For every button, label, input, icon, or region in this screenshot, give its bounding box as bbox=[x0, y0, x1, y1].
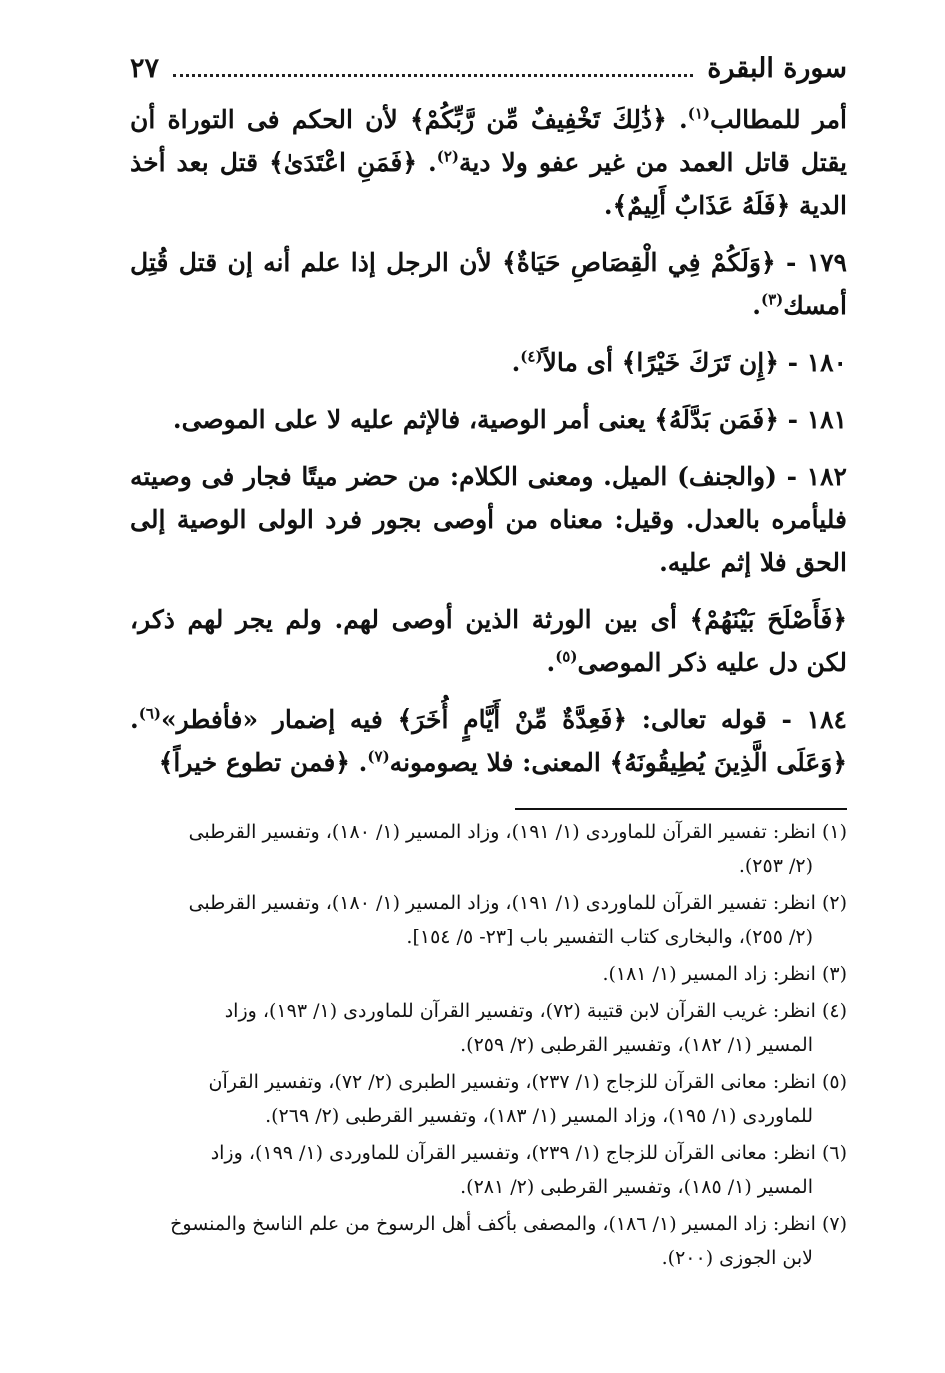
footnote-text: انظر: معانى القرآن للزجاج (١/ ٢٣٧)، وتفسير الطبرى (٢/ ٧٢)، وتفسير القرآن bbox=[208, 1071, 816, 1093]
quran-quote: ﴿فمن تطوع خيراً﴾ bbox=[158, 748, 350, 777]
verse-number: ١٨٤ - bbox=[781, 705, 847, 734]
punctuation: . bbox=[511, 348, 521, 377]
footnote-number: (٤) bbox=[821, 1000, 847, 1022]
footnote-ref: (٤) bbox=[520, 347, 543, 366]
page-header bbox=[130, 48, 847, 88]
text-segment: قتل بعد أخذ الدية bbox=[130, 148, 847, 220]
text-segment: يعنى أمر الوصية، فالإثم عليه لا على الموصى. bbox=[172, 405, 646, 434]
quran-quote: ﴿ذَٰلِكَ تَخْفِيفٌ مِّن رَّبِّكُمْ﴾ bbox=[410, 105, 667, 134]
verse-number: ١٨٢ - bbox=[786, 462, 847, 491]
footnote-6 bbox=[130, 1136, 847, 1204]
footnote-text: انظر: غريب القرآن لابن قتيبة (٧٢)، وتفسير القرآن للماوردى (١/ ١٩٣)، وزاد bbox=[224, 1000, 816, 1022]
footnote-text: لابن الجوزى (٢٠٠). bbox=[661, 1247, 813, 1269]
main-text bbox=[130, 98, 847, 798]
text-segment: لأن الحكم فى التوراة أن يقتل قاتل العمد من غير عفو ولا دية bbox=[130, 105, 847, 177]
footnote-3 bbox=[130, 957, 847, 991]
text-segment: أمر للمطالب bbox=[710, 105, 847, 134]
quran-quote: ﴿وَلَكُمْ فِي الْقِصَاصِ حَيَاةٌ﴾ bbox=[502, 248, 776, 277]
punctuation: . bbox=[546, 648, 556, 677]
punctuation: . bbox=[752, 291, 761, 320]
footnote-text: انظر: تفسير القرآن للماوردى (١/ ١٩١)، وزاد المسير (١/ ١٨٠)، وتفسير القرطبى bbox=[188, 821, 816, 843]
quran-quote: ﴿إِن تَرَكَ خَيْرًا﴾ bbox=[621, 348, 779, 377]
page-number: ٢٧ bbox=[130, 52, 160, 84]
paragraph-181 bbox=[130, 398, 847, 441]
verse-number: ١٧٩ - bbox=[786, 248, 847, 277]
footnote-number: (٦) bbox=[821, 1142, 847, 1164]
footnote-ref: (٦) bbox=[138, 704, 161, 723]
footnote-1 bbox=[130, 815, 847, 883]
footnote-ref: (٣) bbox=[761, 290, 784, 309]
footnote-number: (١) bbox=[821, 821, 847, 843]
text-segment: فيه إضمار «فأفطر» bbox=[161, 705, 383, 734]
footnote-separator bbox=[515, 808, 847, 810]
footnote-text: المسير (١/ ١٨٢)، وتفسير القرطبى (٢/ ٢٥٩). bbox=[460, 1034, 813, 1056]
paragraph-182-cont bbox=[130, 598, 847, 684]
footnote-ref: (٧) bbox=[367, 747, 390, 766]
quran-quote: ﴿فَمَن بَدَّلَهُ﴾ bbox=[654, 405, 779, 434]
text-segment: المعنى: فلا يصومونه bbox=[389, 748, 601, 777]
footnote-text: للماوردى (١/ ١٩٥)، وزاد المسير (١/ ١٨٣)، وتفسير القرطبى (٢/ ٢٦٩). bbox=[265, 1105, 813, 1127]
punctuation: . bbox=[603, 191, 613, 220]
verse-number: ١٨١ - bbox=[787, 405, 847, 434]
footnote-number: (٥) bbox=[821, 1071, 847, 1093]
footnote-text: انظر: معانى القرآن للزجاج (١/ ٢٣٩)، وتفسير القرآن للماوردى (١/ ١٩٩)، وزاد bbox=[210, 1142, 816, 1164]
paragraph-179 bbox=[130, 241, 847, 327]
text-segment: أى مالاً bbox=[542, 348, 614, 377]
footnote-ref: (٢) bbox=[436, 147, 459, 166]
footnote-2 bbox=[130, 886, 847, 954]
paragraph-180 bbox=[130, 341, 847, 384]
text-segment: أى بين الورثة الذين أوصى لهم. ولم يجر لهم ذكر، لكن دل عليه ذكر الموصى bbox=[130, 605, 847, 677]
footnote-ref: (١) bbox=[687, 104, 710, 123]
paragraph-182 bbox=[130, 455, 847, 584]
quran-quote: ﴿فَأَصْلَحَ بَيْنَهُمْ﴾ bbox=[689, 605, 847, 634]
verse-number: ١٨٠ - bbox=[787, 348, 847, 377]
punctuation: . bbox=[130, 705, 139, 734]
quran-quote: ﴿فَمَنِ اعْتَدَىٰ﴾ bbox=[269, 148, 417, 177]
paragraph-184 bbox=[130, 698, 847, 784]
footnote-5 bbox=[130, 1065, 847, 1133]
quran-quote: ﴿وَعَلَى الَّذِينَ يُطِيقُونَهُ﴾ bbox=[609, 748, 847, 777]
footnote-number: (٢) bbox=[821, 892, 847, 914]
footnote-text: انظر: زاد المسير (١/ ١٨١). bbox=[602, 963, 816, 985]
footnote-text: انظر: زاد المسير (١/ ١٨٦)، والمصفى بأكف أهل الرسوخ من علم الناسخ والمنسوخ bbox=[170, 1213, 816, 1235]
text-segment: قوله تعالى: bbox=[641, 705, 767, 734]
surah-title: سورة البقرة bbox=[707, 52, 847, 84]
footnotes bbox=[130, 815, 847, 1278]
footnote-text: انظر: تفسير القرآن للماوردى (١/ ١٩١)، وزاد المسير (١/ ١٨٠)، وتفسير القرطبى bbox=[188, 892, 816, 914]
paragraph-1: أمر للمطالب$^{(١)}$. ﴿ذَٰلِكَ تَخْفِيفٌ مِّن رَّبِّكُمْ﴾ لأن الحكم فى التوراة أن يقتل قاتل العمد من غير عفو ولا دية$^{(٢)}$. ﴿فَمَنِ اعْتَدَىٰ﴾ قتل بعد أخذ الدية ﴿فَلَهُ عَذَابٌ أَلِيمٌ﴾. bbox=[130, 104, 847, 220]
footnote-text: (٢/ ٢٥٥)، والبخارى كتاب التفسير باب [٢٣- ٥/ ١٥٤]. bbox=[406, 926, 813, 948]
quran-quote: ﴿فَلَهُ عَذَابٌ أَلِيمٌ﴾ bbox=[612, 191, 791, 220]
footnote-ref: (٥) bbox=[555, 647, 578, 666]
text-segment: (والجنف) الميل. ومعنى الكلام: من حضر ميتًا فجار فى وصيته فليأمره بالعدل. وقيل: معناه من أوصى بجور فرد الولى الوصية إلى الحق فلا إثم عليه. bbox=[130, 462, 848, 577]
punctuation: . bbox=[358, 748, 368, 777]
footnote-number: (٣) bbox=[821, 963, 847, 985]
footnote-text: المسير (١/ ١٨٥)، وتفسير القرطبى (٢/ ٢٨١). bbox=[460, 1176, 813, 1198]
footnote-text: (٢/ ٢٥٣). bbox=[738, 855, 813, 877]
footnote-4 bbox=[130, 994, 847, 1062]
footnote-number: (٧) bbox=[821, 1213, 847, 1235]
header-dot-leader bbox=[173, 74, 693, 77]
quran-quote: ﴿فَعِدَّةٌ مِّنْ أَيَّامٍ أُخَرَ﴾ bbox=[397, 705, 628, 734]
text-segment: لأن الرجل إذا علم أنه إن قتل قُتِل أمسك bbox=[130, 248, 847, 320]
footnote-7 bbox=[130, 1207, 847, 1275]
